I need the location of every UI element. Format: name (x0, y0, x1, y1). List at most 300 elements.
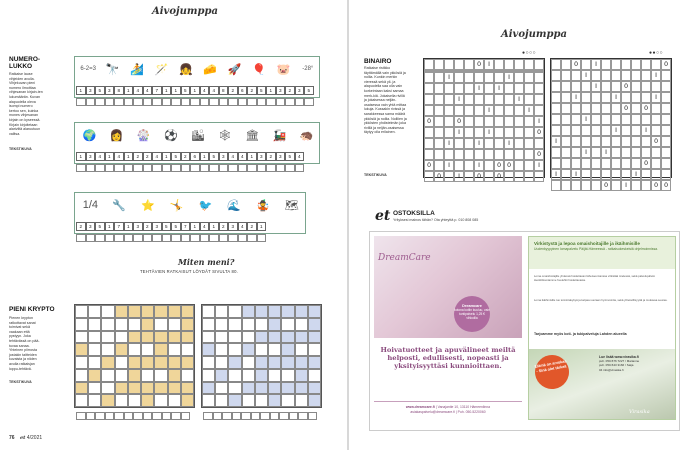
binairo-cell[interactable] (661, 70, 671, 81)
binairo-cell[interactable] (484, 138, 494, 149)
binairo-cell[interactable] (434, 116, 444, 127)
binairo-cell[interactable] (571, 70, 581, 81)
crypto-cell[interactable] (154, 343, 167, 356)
crypto-cell[interactable] (101, 369, 114, 382)
answer-cell[interactable] (285, 98, 295, 106)
binairo-cell[interactable] (641, 81, 651, 92)
binairo-cell[interactable] (631, 92, 641, 103)
binairo-cell[interactable] (434, 105, 444, 116)
answer-cell[interactable] (162, 164, 172, 172)
binairo-cell[interactable] (561, 125, 571, 136)
crypto-cell[interactable] (295, 356, 308, 369)
crypto-cell[interactable] (255, 356, 268, 369)
answer-cell[interactable] (228, 234, 238, 242)
binairo-cell[interactable] (444, 83, 454, 94)
crypto-cell[interactable] (242, 369, 255, 382)
crypto-cell[interactable] (215, 318, 228, 331)
binairo-cell[interactable] (591, 169, 601, 180)
binairo-cell[interactable]: I (444, 160, 454, 171)
binairo-cell[interactable] (651, 169, 661, 180)
binairo-cell[interactable] (534, 171, 544, 182)
binairo-cell[interactable] (591, 114, 601, 125)
crypto-cell[interactable] (168, 318, 181, 331)
binairo-cell[interactable] (621, 136, 631, 147)
binairo-cell[interactable] (524, 171, 534, 182)
crypto-cell[interactable] (295, 305, 308, 318)
crypto-cell[interactable] (255, 394, 268, 407)
answer-cell[interactable] (171, 412, 181, 420)
binairo-cell[interactable]: 0 (504, 160, 514, 171)
binairo-cell[interactable]: I (524, 105, 534, 116)
binairo-cell[interactable]: 0 (661, 59, 671, 70)
binairo-cell[interactable] (651, 125, 661, 136)
binairo-cell[interactable]: 0 (534, 149, 544, 160)
binairo-cell[interactable] (524, 127, 534, 138)
crypto-cell[interactable] (281, 305, 294, 318)
binairo-cell[interactable] (464, 94, 474, 105)
crypto-cell[interactable] (228, 305, 241, 318)
binairo-cell[interactable] (571, 136, 581, 147)
answer-cell[interactable] (276, 98, 286, 106)
crypto-cell[interactable] (141, 394, 154, 407)
crypto-grid-a[interactable] (74, 304, 195, 408)
binairo-cell[interactable] (484, 160, 494, 171)
crypto-cell[interactable] (215, 382, 228, 395)
crypto-answers-a[interactable] (76, 412, 190, 420)
crypto-cell[interactable] (255, 382, 268, 395)
binairo-cell[interactable] (571, 180, 581, 191)
binairo-cell[interactable]: 0 (434, 171, 444, 182)
binairo-cell[interactable]: I (601, 147, 611, 158)
answer-cell[interactable] (95, 98, 105, 106)
binairo-cell[interactable] (514, 83, 524, 94)
crypto-cell[interactable] (101, 394, 114, 407)
binairo-cell[interactable]: 0 (601, 180, 611, 191)
binairo-cell[interactable] (581, 59, 591, 70)
answer-cell[interactable] (228, 98, 238, 106)
binairo-cell[interactable]: I (581, 147, 591, 158)
crypto-cell[interactable] (141, 318, 154, 331)
binairo-cell[interactable] (484, 94, 494, 105)
binairo-cell[interactable] (601, 136, 611, 147)
binairo-cell[interactable]: 0 (641, 158, 651, 169)
binairo-cell[interactable]: I (571, 169, 581, 180)
crypto-cell[interactable] (75, 318, 88, 331)
binairo-cell[interactable] (464, 149, 474, 160)
crypto-cell[interactable] (168, 394, 181, 407)
binairo-cell[interactable]: 0 (424, 160, 434, 171)
crypto-cell[interactable] (154, 318, 167, 331)
crypto-cell[interactable] (128, 394, 141, 407)
answer-cell[interactable] (152, 98, 162, 106)
binairo-cell[interactable] (484, 72, 494, 83)
binairo-cell[interactable] (534, 138, 544, 149)
binairo-cell[interactable] (641, 180, 651, 191)
binairo-cell[interactable] (474, 105, 484, 116)
binairo-cell[interactable] (641, 92, 651, 103)
binairo-cell[interactable]: 0 (474, 171, 484, 182)
binairo-cell[interactable] (661, 81, 671, 92)
crypto-cell[interactable] (181, 305, 194, 318)
binairo-cell[interactable] (474, 127, 484, 138)
answer-cell[interactable] (228, 164, 238, 172)
crypto-cell[interactable] (268, 382, 281, 395)
binairo-cell[interactable]: I (484, 127, 494, 138)
binairo-cell[interactable]: I (551, 136, 561, 147)
crypto-cell[interactable] (255, 343, 268, 356)
answer-cell[interactable] (171, 164, 181, 172)
answer-cell[interactable] (209, 164, 219, 172)
answer-cell[interactable] (133, 98, 143, 106)
crypto-cell[interactable] (88, 382, 101, 395)
binairo-cell[interactable] (514, 127, 524, 138)
binairo-cell[interactable] (534, 94, 544, 105)
answer-cell[interactable] (304, 98, 314, 106)
answer-cell[interactable] (209, 234, 219, 242)
crypto-cell[interactable] (128, 318, 141, 331)
crypto-cell[interactable] (168, 331, 181, 344)
answer-cell[interactable] (213, 412, 223, 420)
answer-cell[interactable] (266, 98, 276, 106)
answer-cell[interactable] (190, 98, 200, 106)
crypto-cell[interactable] (128, 305, 141, 318)
answer-cell[interactable] (200, 234, 210, 242)
crypto-cell[interactable] (168, 369, 181, 382)
answer-cell[interactable] (86, 98, 96, 106)
crypto-cell[interactable] (228, 356, 241, 369)
crypto-cell[interactable] (281, 318, 294, 331)
crypto-cell[interactable] (281, 356, 294, 369)
binairo-cell[interactable] (494, 59, 504, 70)
binairo-cell[interactable] (581, 158, 591, 169)
binairo-cell[interactable] (424, 72, 434, 83)
rebus-row-2-answers[interactable] (76, 164, 304, 172)
binairo-cell[interactable]: I (611, 125, 621, 136)
answer-cell[interactable] (295, 164, 305, 172)
binairo-cell[interactable] (494, 94, 504, 105)
answer-cell[interactable] (114, 412, 124, 420)
crypto-cell[interactable] (228, 318, 241, 331)
binairo-cell[interactable] (444, 127, 454, 138)
binairo-cell[interactable] (611, 136, 621, 147)
binairo-cell[interactable] (561, 103, 571, 114)
binairo-cell[interactable] (641, 169, 651, 180)
binairo-cell[interactable] (444, 59, 454, 70)
binairo-cell[interactable] (551, 180, 561, 191)
binairo-cell[interactable] (561, 59, 571, 70)
answer-cell[interactable] (247, 98, 257, 106)
crypto-cell[interactable] (202, 356, 215, 369)
binairo-cell[interactable] (571, 103, 581, 114)
crypto-cell[interactable] (115, 356, 128, 369)
dreamcare-ad[interactable] (374, 236, 522, 420)
binairo-cell[interactable]: 0 (571, 59, 581, 70)
crypto-cell[interactable] (281, 369, 294, 382)
binairo-cell[interactable] (464, 59, 474, 70)
binairo-cell[interactable] (621, 70, 631, 81)
binairo-cell[interactable] (571, 158, 581, 169)
binairo-cell[interactable] (444, 116, 454, 127)
crypto-cell[interactable] (168, 382, 181, 395)
crypto-cell[interactable] (242, 331, 255, 344)
crypto-cell[interactable] (154, 331, 167, 344)
binairo-cell[interactable] (474, 149, 484, 160)
answer-cell[interactable] (133, 234, 143, 242)
binairo-cell[interactable] (561, 180, 571, 191)
answer-cell[interactable] (181, 234, 191, 242)
crypto-cell[interactable] (154, 356, 167, 369)
binairo-cell[interactable] (591, 180, 601, 191)
crypto-cell[interactable] (75, 382, 88, 395)
crypto-cell[interactable] (181, 331, 194, 344)
answer-cell[interactable] (257, 98, 267, 106)
binairo-cell[interactable] (464, 127, 474, 138)
answer-cell[interactable] (279, 412, 289, 420)
answer-cell[interactable] (105, 164, 115, 172)
answer-cell[interactable] (260, 412, 270, 420)
crypto-cell[interactable] (141, 331, 154, 344)
binairo-cell[interactable] (661, 147, 671, 158)
binairo-cell[interactable] (454, 59, 464, 70)
binairo-cell[interactable] (434, 83, 444, 94)
binairo-cell[interactable] (551, 158, 561, 169)
answer-cell[interactable] (162, 98, 172, 106)
binairo-cell[interactable] (551, 81, 561, 92)
crypto-cell[interactable] (101, 305, 114, 318)
binairo-cell[interactable] (661, 92, 671, 103)
binairo-cell[interactable] (464, 72, 474, 83)
binairo-cell[interactable]: 0 (534, 127, 544, 138)
binairo-cell[interactable] (551, 125, 561, 136)
virasika-ad[interactable] (528, 236, 676, 420)
binairo-cell[interactable] (524, 149, 534, 160)
binairo-cell[interactable]: I (641, 125, 651, 136)
crypto-cell[interactable] (75, 369, 88, 382)
binairo-cell[interactable] (641, 70, 651, 81)
binairo-cell[interactable] (454, 149, 464, 160)
binairo-cell[interactable]: I (591, 59, 601, 70)
answer-cell[interactable] (105, 234, 115, 242)
binairo-cell[interactable] (524, 116, 534, 127)
binairo-cell[interactable]: 0 (641, 103, 651, 114)
binairo-cell[interactable] (651, 158, 661, 169)
answer-cell[interactable] (241, 412, 251, 420)
answer-cell[interactable] (114, 234, 124, 242)
binairo-cell[interactable] (591, 92, 601, 103)
crypto-cell[interactable] (268, 331, 281, 344)
binairo-cell[interactable] (464, 171, 474, 182)
answer-cell[interactable] (238, 164, 248, 172)
binairo-cell[interactable] (514, 59, 524, 70)
answer-cell[interactable] (200, 98, 210, 106)
binairo-cell[interactable] (454, 160, 464, 171)
binairo-cell[interactable]: I (444, 138, 454, 149)
answer-cell[interactable] (298, 412, 308, 420)
crypto-cell[interactable] (181, 318, 194, 331)
crypto-cell[interactable] (181, 356, 194, 369)
binairo-cell[interactable] (464, 138, 474, 149)
crypto-cell[interactable] (242, 343, 255, 356)
crypto-cell[interactable] (88, 369, 101, 382)
answer-cell[interactable] (76, 234, 86, 242)
binairo-cell[interactable]: I (621, 180, 631, 191)
crypto-cell[interactable] (88, 305, 101, 318)
binairo-cell[interactable] (601, 81, 611, 92)
answer-cell[interactable] (238, 234, 248, 242)
binairo-cell[interactable]: I (651, 92, 661, 103)
binairo-cell[interactable] (601, 169, 611, 180)
binairo-cell[interactable]: 0 (424, 116, 434, 127)
binairo-cell[interactable] (621, 92, 631, 103)
binairo-cell[interactable]: I (534, 116, 544, 127)
binairo-cell[interactable]: I (454, 127, 464, 138)
binairo-cell[interactable]: 0 (474, 59, 484, 70)
binairo-cell[interactable]: I (474, 160, 484, 171)
crypto-cell[interactable] (88, 394, 101, 407)
crypto-cell[interactable] (308, 331, 321, 344)
crypto-cell[interactable] (88, 331, 101, 344)
binairo-cell[interactable] (601, 114, 611, 125)
binairo-cell[interactable] (561, 136, 571, 147)
binairo-cell[interactable] (504, 105, 514, 116)
crypto-cell[interactable] (181, 369, 194, 382)
crypto-cell[interactable] (308, 343, 321, 356)
binairo-cell[interactable] (474, 116, 484, 127)
crypto-cell[interactable] (308, 382, 321, 395)
crypto-cell[interactable] (215, 394, 228, 407)
answer-cell[interactable] (171, 234, 181, 242)
binairo-cell[interactable] (571, 125, 581, 136)
binairo-cell[interactable] (571, 114, 581, 125)
binairo-cell[interactable] (514, 105, 524, 116)
binairo-cell[interactable] (611, 59, 621, 70)
crypto-cell[interactable] (75, 356, 88, 369)
binairo-cell[interactable]: I (484, 59, 494, 70)
crypto-cell[interactable] (75, 305, 88, 318)
binairo-cell[interactable]: I (454, 171, 464, 182)
binairo-cell[interactable]: I (534, 160, 544, 171)
crypto-cell[interactable] (101, 318, 114, 331)
binairo-cell[interactable] (424, 171, 434, 182)
crypto-cell[interactable] (202, 369, 215, 382)
crypto-cell[interactable] (181, 394, 194, 407)
answer-cell[interactable] (86, 412, 96, 420)
binairo-cell[interactable] (621, 158, 631, 169)
binairo-cell[interactable] (631, 103, 641, 114)
binairo-cell[interactable] (601, 103, 611, 114)
binairo-cell[interactable] (444, 171, 454, 182)
crypto-cell[interactable] (242, 382, 255, 395)
answer-cell[interactable] (247, 164, 257, 172)
binairo-cell[interactable] (591, 103, 601, 114)
binairo-cell[interactable] (514, 171, 524, 182)
answer-cell[interactable] (124, 234, 134, 242)
crypto-cell[interactable] (215, 343, 228, 356)
crypto-cell[interactable] (308, 305, 321, 318)
binairo-cell[interactable]: I (494, 83, 504, 94)
answer-cell[interactable] (143, 164, 153, 172)
binairo-cell[interactable] (641, 147, 651, 158)
crypto-cell[interactable] (308, 394, 321, 407)
crypto-cell[interactable] (202, 331, 215, 344)
binairo-cell[interactable] (561, 70, 571, 81)
binairo-cell[interactable] (424, 83, 434, 94)
binairo-cell[interactable] (534, 105, 544, 116)
crypto-cell[interactable] (154, 394, 167, 407)
crypto-cell[interactable] (141, 305, 154, 318)
binairo-cell[interactable]: I (591, 81, 601, 92)
binairo-cell[interactable]: 0 (651, 180, 661, 191)
answer-cell[interactable] (143, 412, 153, 420)
crypto-cell[interactable] (281, 331, 294, 344)
rebus-row-3-answers[interactable] (76, 234, 266, 242)
answer-cell[interactable] (257, 234, 267, 242)
answer-cell[interactable] (95, 412, 105, 420)
crypto-cell[interactable] (228, 394, 241, 407)
answer-cell[interactable] (295, 98, 305, 106)
binairo-cell[interactable] (514, 160, 524, 171)
answer-cell[interactable] (86, 234, 96, 242)
binairo-cell[interactable] (494, 138, 504, 149)
answer-cell[interactable] (270, 412, 280, 420)
binairo-cell[interactable] (494, 105, 504, 116)
crypto-cell[interactable] (115, 394, 128, 407)
crypto-cell[interactable] (154, 305, 167, 318)
binairo-cell[interactable] (631, 114, 641, 125)
crypto-cell[interactable] (202, 394, 215, 407)
binairo-cell[interactable] (651, 59, 661, 70)
binairo-cell[interactable] (641, 136, 651, 147)
crypto-cell[interactable] (228, 343, 241, 356)
binairo-cell[interactable] (611, 70, 621, 81)
crypto-cell[interactable] (255, 331, 268, 344)
binairo-cell[interactable] (611, 158, 621, 169)
crypto-cell[interactable] (202, 382, 215, 395)
binairo-cell[interactable] (551, 92, 561, 103)
binairo-cell[interactable] (524, 83, 534, 94)
binairo-cell[interactable] (504, 116, 514, 127)
binairo-cell[interactable] (641, 59, 651, 70)
crypto-cell[interactable] (281, 343, 294, 356)
answer-cell[interactable] (181, 98, 191, 106)
binairo-cell[interactable]: 0 (621, 103, 631, 114)
binairo-cell[interactable]: 0 (621, 81, 631, 92)
answer-cell[interactable] (162, 412, 172, 420)
binairo-cell[interactable]: I (514, 94, 524, 105)
answer-cell[interactable] (219, 234, 229, 242)
answer-cell[interactable] (203, 412, 213, 420)
binairo-cell[interactable] (601, 70, 611, 81)
binairo-cell[interactable] (581, 169, 591, 180)
binairo-cell[interactable] (651, 114, 661, 125)
binairo-cell[interactable]: I (611, 92, 621, 103)
binairo-cell[interactable]: 0 (651, 136, 661, 147)
crypto-cell[interactable] (181, 343, 194, 356)
crypto-cell[interactable] (101, 343, 114, 356)
crypto-cell[interactable] (115, 318, 128, 331)
binairo-cell[interactable] (504, 127, 514, 138)
binairo-cell[interactable] (591, 136, 601, 147)
answer-cell[interactable] (181, 412, 191, 420)
binairo-cell[interactable] (651, 147, 661, 158)
binairo-cell[interactable] (651, 81, 661, 92)
binairo-cell[interactable] (434, 127, 444, 138)
crypto-cell[interactable] (154, 369, 167, 382)
binairo-cell[interactable] (581, 81, 591, 92)
binairo-cell[interactable] (621, 59, 631, 70)
binairo-cell[interactable] (494, 116, 504, 127)
binairo-cell[interactable] (611, 180, 621, 191)
